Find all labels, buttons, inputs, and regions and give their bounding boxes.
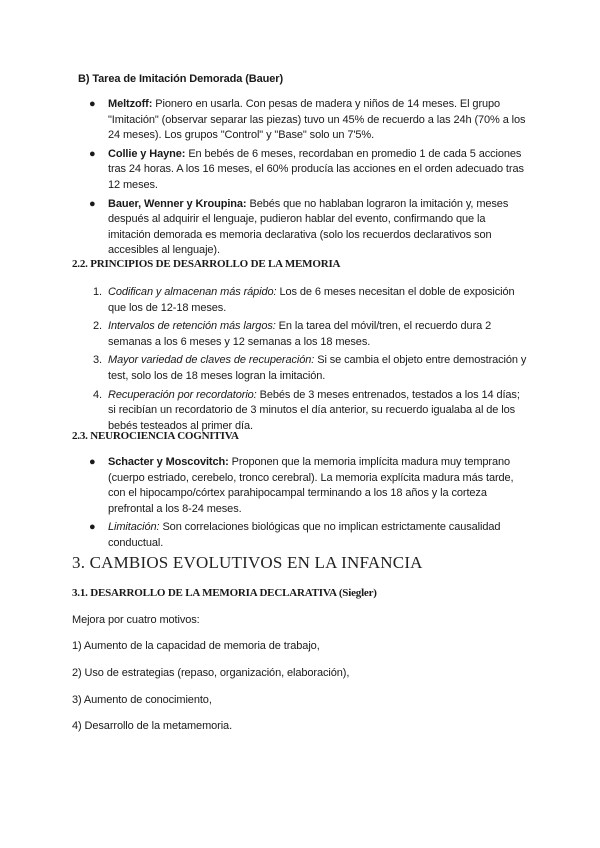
section-22-list — [78, 285, 530, 437]
section-31-heading: 3.1. DESARROLLO DE LA MEMORIA DECLARATIVA (Siegler) — [72, 587, 377, 599]
item-number: 1. — [93, 286, 102, 298]
list-item — [78, 285, 530, 316]
item-text: Proponen que la memoria implícita madura muy temprano (cuerpo estriado, cerebelo, tronco cerebral). La memoria explícita madura más tarde, con el hipocampo/córtex parahipocampal terminando a los 18 años y la corteza prefrontal a los 8-24 meses. — [108, 456, 514, 515]
bullet-icon: ● — [89, 147, 96, 160]
list-item — [78, 197, 530, 259]
item-text: Bebés que no hablaban lograron la imitación y, meses después al adquirir el lenguaje, pudieron hablar del evento, confirmando que la imitación demorada es memoria declarativa (solo los recuerdos declarativos son accesibles al lenguaje). — [108, 197, 509, 257]
item-text: En bebés de 6 meses, recordaban en promedio 1 de cada 5 acciones tras 24 horas. A los 16 meses, el 60% producía las acciones en el orden adecuado tras 12 meses. — [108, 147, 524, 191]
item-number: 4. — [93, 388, 102, 401]
item-number: 2. — [93, 320, 102, 333]
item-label: Collie y Hayne: — [108, 147, 186, 160]
list-item — [78, 353, 530, 384]
item-text: Son correlaciones biológicas que no implican estrictamente causalidad conductual. — [108, 521, 501, 549]
item-label: Meltzoff: — [108, 98, 153, 110]
bullet-icon: ● — [89, 98, 96, 110]
item-label: Codifican y almacenan más rápido: — [108, 286, 277, 298]
intro-paragraph: Mejora por cuatro motivos: — [72, 614, 200, 626]
section-b-list — [78, 97, 530, 262]
list-item — [78, 97, 530, 144]
chapter-3-heading: 3. CAMBIOS EVOLUTIVOS EN LA INFANCIA — [72, 553, 423, 572]
item-label: Schacter y Moscovitch: — [108, 456, 229, 468]
item-label: Bauer, Wenner y Kroupina: — [108, 197, 247, 210]
bullet-icon: ● — [89, 456, 96, 468]
section-23-list — [78, 455, 530, 555]
list-item — [78, 388, 530, 435]
item-label: Limitación: — [108, 521, 160, 534]
section-23-heading: 2.3. NEUROCIENCIA COGNITIVA — [72, 430, 239, 442]
reason-paragraph: 1) Aumento de la capacidad de memoria de trabajo, — [72, 640, 320, 652]
list-item — [78, 455, 530, 517]
reason-paragraph: 3) Aumento de conocimiento, — [72, 694, 212, 706]
item-text: En la tarea del móvil/tren, el recuerdo dura 2 semanas a los 6 meses y 12 semanas a los 18 meses. — [108, 320, 492, 348]
list-item — [78, 147, 530, 194]
item-number: 3. — [93, 354, 102, 367]
bullet-icon: ● — [89, 197, 96, 210]
list-item — [78, 520, 530, 551]
bullet-icon: ● — [89, 521, 96, 534]
item-text: Bebés de 3 meses entrenados, testados a los 14 días; si recibían un recordatorio de 3 minutos el día anterior, su recuerdo igualaba al de los bebés testeados al primer día. — [108, 388, 520, 432]
list-item — [78, 319, 530, 350]
section-b-heading: B) Tarea de Imitación Demorada (Bauer) — [78, 73, 284, 85]
item-label: Intervalos de retención más largos: — [108, 320, 276, 333]
item-label: Recuperación por recordatorio: — [108, 388, 257, 401]
reason-paragraph: 2) Uso de estrategias (repaso, organización, elaboración), — [72, 667, 350, 679]
reason-paragraph: 4) Desarrollo de la metamemoria. — [72, 720, 233, 732]
item-text: Los de 6 meses necesitan el doble de exposición que los de 12-18 meses. — [108, 286, 515, 314]
section-22-heading: 2.2. PRINCIPIOS DE DESARROLLO DE LA MEMORIA — [72, 258, 341, 270]
item-text: Si se cambia el objeto entre demostración y test, solo los de 18 meses logran la imitación. — [108, 354, 527, 382]
item-label: Mayor variedad de claves de recuperación: — [108, 354, 315, 367]
item-text: Pionero en usarla. Con pesas de madera y niños de 14 meses. El grupo "Imitación" (observar separar las piezas) tuvo un 45% de recuerdo a las 24h (70% a los 24 meses). Los grupos "Control" y "Base" solo un 7'5%. — [108, 98, 526, 142]
